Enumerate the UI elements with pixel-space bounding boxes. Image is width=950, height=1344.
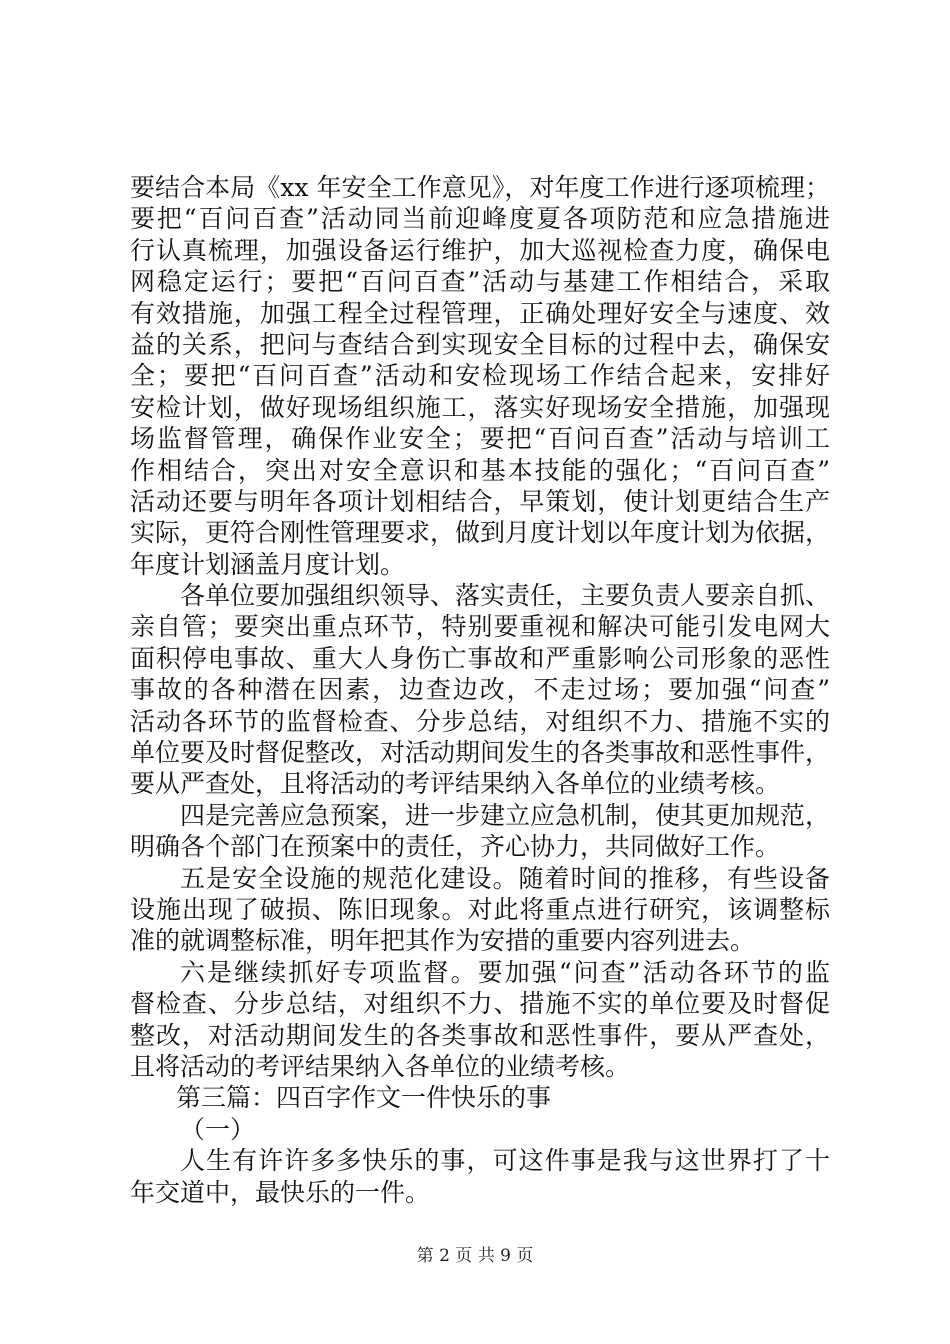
text-line: 年度计划涵盖月度计划。 [130,549,406,579]
text-line: 且将活动的考评结果纳入各单位的业绩考核。 [130,1051,631,1081]
section-heading: 第三篇：四百字作文一件快乐的事 [176,1083,552,1113]
text-line: 网稳定运行；要把“百问百查”活动与基建工作相结合，采取 [130,267,830,297]
document-body [130,172,830,1208]
paragraph-first-line: 五是安全设施的规范化建设。随着时间的推移，有些设备 [180,863,830,893]
paragraph-first-line: 人生有许许多多快乐的事，可这件事是我与这世界打了十 [180,1146,830,1176]
text-line: 安检计划，做好现场组织施工，落实好现场安全措施，加强现 [130,392,830,422]
text-line: 准的就调整标准，明年把其作为安措的重要内容列进去。 [130,926,756,956]
text-line: 年交道中，最快乐的一件。 [130,1177,431,1207]
paragraph-first-line: 各单位要加强组织领导、落实责任，主要负责人要亲自抓、 [180,581,830,611]
text-line: 益的关系，把问与查结合到实现安全目标的过程中去，确保安 [130,329,830,359]
text-line: 明确各个部门在预案中的责任，齐心协力，共同做好工作。 [130,832,781,862]
text-line: 作相结合，突出对安全意识和基本技能的强化；“百问百查” [130,455,830,485]
text-line: 场监督管理，确保作业安全；要把“百问百查”活动与培训工 [130,424,830,454]
paragraph-first-line: 六是继续抓好专项监督。要加强“问查”活动各环节的监 [180,957,830,987]
text-line: 要从严查处，且将活动的考评结果纳入各单位的业绩考核。 [130,769,781,799]
text-line: 有效措施，加强工程全过程管理，正确处理好安全与速度、效 [130,298,830,328]
text-line: 活动各环节的监督检查、分步总结，对组织不力、措施不实的 [130,706,830,736]
text-line: 单位要及时督促整改，对活动期间发生的各类事故和恶性事件， [130,738,830,768]
paragraph-first-line: 四是完善应急预案，进一步建立应急机制，使其更加规范， [180,800,830,830]
text-line: 亲自管；要突出重点环节，特别要重视和解决可能引发电网大 [130,612,830,642]
text-line: 督检查、分步总结，对组织不力、措施不实的单位要及时督促 [130,989,830,1019]
text-line: 事故的各种潜在因素，边查边改，不走过场；要加强“问查” [130,675,830,705]
text-line: 要把“百问百查”活动同当前迎峰度夏各项防范和应急措施进 [130,204,830,234]
text-line: 活动还要与明年各项计划相结合，早策划，使计划更结合生产 [130,486,830,516]
text-line: 实际，更符合刚性管理要求，做到月度计划以年度计划为依据， [130,518,830,548]
section-subheading: （一） [180,1114,256,1144]
text-line: 面积停电事故、重大人身伤亡事故和严重影响公司形象的恶性 [130,643,830,673]
text-line: 全；要把“百问百查”活动和安检现场工作结合起来，安排好 [130,361,830,391]
page-number-footer: 第 2 页 共 9 页 [416,1246,534,1266]
text-line: 设施出现了破损、陈旧现象。对此将重点进行研究，该调整标 [130,894,830,924]
text-line: 整改，对活动期间发生的各类事故和恶性事件，要从严查处， [130,1020,830,1050]
text-line: 要结合本局《xx 年安全工作意见》，对年度工作进行逐项梳理； [130,173,830,202]
text-line: 行认真梳理，加强设备运行维护，加大巡视检查力度，确保电 [130,235,830,265]
